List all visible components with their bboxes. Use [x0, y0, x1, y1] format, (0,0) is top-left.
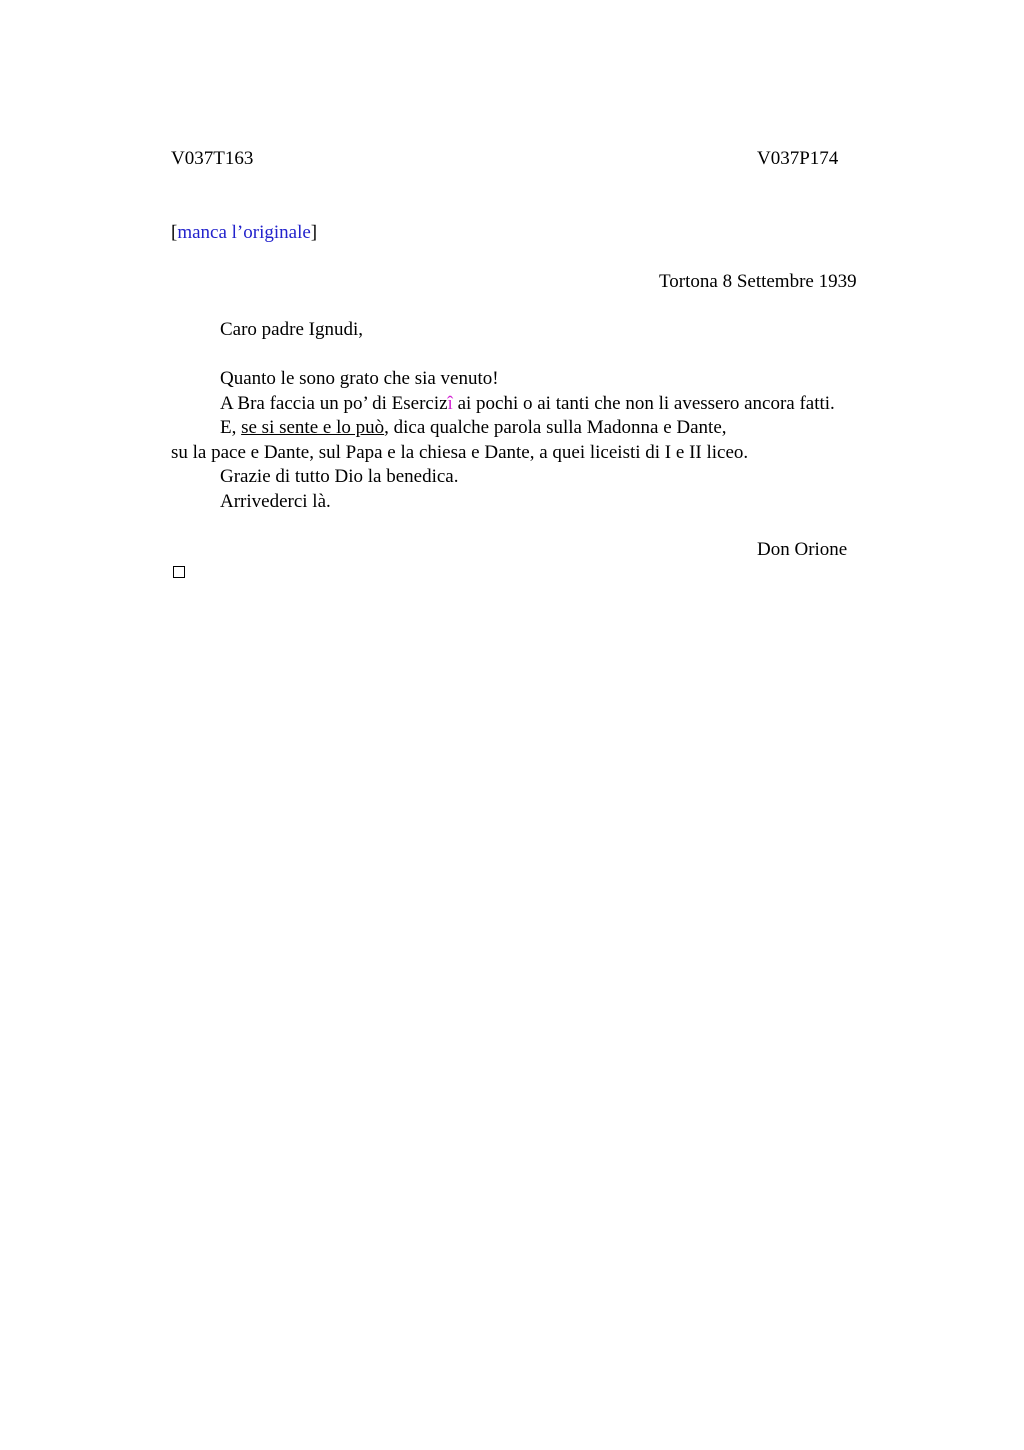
note-close-bracket: ]: [310, 222, 318, 243]
letter-line-3-start: E,: [220, 417, 242, 438]
document-code-right: V037P174: [757, 148, 839, 169]
letter-line-1: Quanto le sono grato che sia venuto!: [220, 368, 499, 389]
empty-square-icon: [173, 566, 185, 578]
letter-salutation: Caro padre Ignudi,: [220, 319, 363, 340]
letter-line-3-end: , dica qualche parola sulla Madonna e Dante,: [384, 417, 727, 438]
letter-line-3: [171, 416, 911, 441]
letter-body: [171, 367, 911, 514]
letter-line-2: [171, 392, 911, 417]
letter-line-2-highlight: î: [447, 392, 453, 414]
letter-line-6: Arrivederci là.: [220, 490, 331, 512]
letter-line-3-underlined: se si sente e lo può: [241, 417, 385, 438]
letter-line-5: Grazie di tutto Dio la benedica.: [220, 466, 459, 487]
note-text: manca l’originale: [177, 222, 311, 243]
document-code-left: V037T163: [171, 148, 254, 169]
letter-date: Tortona 8 Settembre 1939: [659, 271, 857, 292]
letter-signature: Don Orione: [757, 539, 848, 560]
note-open-bracket: [: [171, 222, 178, 243]
editorial-note: [171, 221, 317, 245]
letter-line-4: su la pace e Dante, sul Papa e la chiesa e Dante, a quei liceisti di I e II liceo.: [171, 441, 749, 463]
letter-line-2-end: ai pochi o ai tanti che non li avessero ancora fatti.: [452, 392, 835, 414]
letter-line-2-start: A Bra faccia un po’ di Eserciz: [220, 392, 448, 414]
